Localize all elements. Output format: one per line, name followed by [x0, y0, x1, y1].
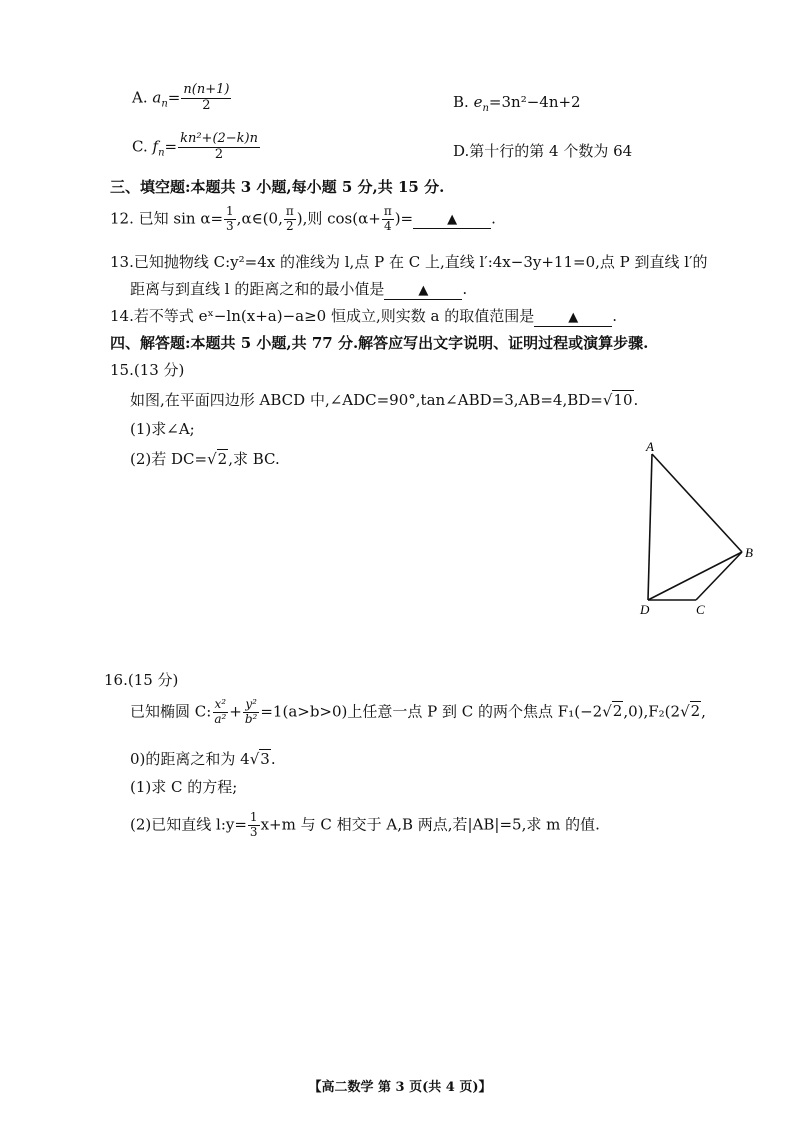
question-13-line-1: 13.已知抛物线 C:y²=4x 的准线为 l,点 P 在 C 上,直线 l′:4x−3y+11=0,点 P 到直线 l′的: [110, 253, 708, 271]
q12-fraction-2: $\frac{\pi}{2}$: [285, 204, 294, 233]
question-13-line-2: 距离与到直线 l 的距离之和的最小值是 ▲ .: [130, 280, 468, 298]
question-15-stem: 如图,在平面四边形 ABCD 中,∠ADC=90°,tan∠ABD=3,AB=4,BD=√10.: [130, 391, 639, 409]
question-16-part-2: (2)已知直线 l:y= $\frac{1}{3}$ x+m 与 C 相交于 A,B 两点,若|AB|=5,求 m 的值.: [130, 810, 600, 839]
option-b: B. $e_n=3n^2-4n+2$: [453, 93, 581, 114]
q14-answer-blank: ▲: [534, 310, 612, 327]
edge-ab: [652, 454, 742, 552]
section-3-heading: 三、填空题:本题共 3 小题,每小题 5 分,共 15 分.: [110, 178, 445, 196]
edge-bd: [648, 552, 742, 600]
question-12: 12. 已知 sin α= $\frac{1}{3}$ ,α∈(0, $\frac{\pi}{2}$ ),则 cos(α+ $\frac{\pi}{4}$ )= ▲ .: [110, 204, 496, 233]
edge-bc: [696, 552, 742, 600]
page-footer: 【高二数学 第 3 页(共 4 页)】: [308, 1080, 492, 1095]
option-a: A. $a_n=$ $\frac{n(n+1)}{2}$: [132, 82, 230, 113]
vertex-label-a: A: [646, 440, 654, 454]
question-15-part-2: (2)若 DC=√2,求 BC.: [130, 450, 280, 468]
q13-answer-blank: ▲: [384, 283, 462, 300]
q16-fraction-y: $\frac{\text{y²}}{\text{b²}}$: [244, 697, 258, 726]
vertex-label-b: B: [745, 545, 753, 560]
question-16-part-1: (1)求 C 的方程;: [130, 778, 238, 796]
question-16-header: 16.(15 分): [104, 671, 179, 689]
option-a-fraction: $\frac{n(n+1)}{2}$: [183, 82, 230, 113]
q12-fraction-3: $\frac{\pi}{4}$: [383, 204, 392, 233]
vertex-label-c: C: [696, 602, 705, 617]
q16-fraction-slope: $\frac{1}{3}$: [249, 810, 258, 839]
option-c: C. $f_n=$ $\frac{\text{kn²+(2−k)n}}{2}$: [132, 131, 259, 162]
edge-ad: [648, 454, 652, 600]
option-c-fraction: $\frac{\text{kn²+(2−k)n}}{2}$: [180, 131, 259, 162]
vertex-label-d: D: [640, 602, 650, 617]
q12-fraction-1: $\frac{1}{3}$: [226, 204, 234, 233]
question-15-header: 15.(13 分): [110, 361, 185, 379]
question-14: 14.若不等式 eˣ−ln(x+a)−a≥0 恒成立,则实数 a 的取值范围是 ▲ .: [110, 307, 617, 325]
q12-answer-blank: ▲: [413, 212, 491, 229]
section-4-heading: 四、解答题:本题共 5 小题,共 77 分.解答应写出文字说明、证明过程或演算步骤.: [110, 334, 649, 352]
q16-fraction-x: $\frac{\text{x²}}{\text{a²}}$: [214, 697, 227, 726]
question-16-stem-line-2: 0)的距离之和为 4√3.: [130, 750, 276, 768]
option-d: D.第十行的第 4 个数为 64: [453, 142, 633, 160]
quadrilateral-abcd-diagram: [630, 440, 770, 620]
question-16-stem-line-1: 已知椭圆 C: $\frac{\text{x²}}{\text{a²}}$ + $\frac{\text{y²}}{\text{b²}}$ =1(a>b>0)上任意一点 P 到 C 的两个焦点 F₁(−2√2,0),F₂(2√2,: [130, 697, 706, 726]
question-15-part-1: (1)求∠A;: [130, 420, 195, 438]
